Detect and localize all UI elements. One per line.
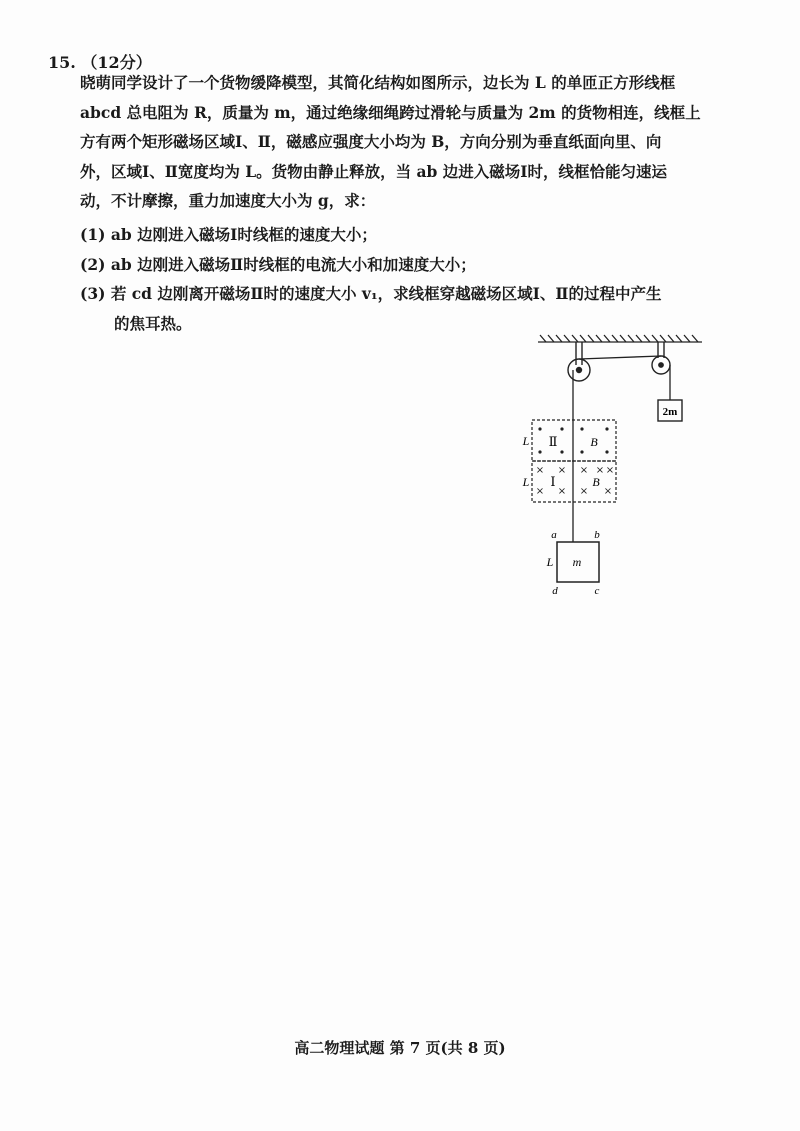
question-stem [80,68,725,216]
region-I-label: Ⅰ [550,475,556,490]
pulley-right [652,342,670,374]
stem-line: abcd 总电阻为 R，质量为 m，通过绝缘细绳跨过滑轮与质量为 2m 的货物相连，线框上 [80,102,701,122]
field-crosses [536,465,614,497]
field-B-label-II: B [590,435,598,449]
page-footer: 高二物理试题 第 7 页(共 8 页) [294,1039,506,1057]
stem-line: 方有两个矩形磁场区域Ⅰ、Ⅱ，磁感应强度大小均为 B，方向分别为垂直纸面向里、向 [80,132,662,151]
svg-text:×: × [535,486,545,497]
frame-side-label: L [546,555,554,569]
width-label-I: L [522,475,530,489]
region-II-label: Ⅱ [548,435,558,450]
pulley-diagram [520,332,730,607]
pulley-left [568,342,590,381]
field-B-label-I: B [592,475,600,489]
rope [573,356,670,542]
corner-a-label: a [551,529,557,541]
frame-mass-label: m [572,555,582,569]
sub-question-2: (2) ab 边刚进入磁场Ⅱ时线框的电流大小和加速度大小； [80,254,476,274]
corner-b-label: b [594,529,600,541]
sub-question-1: (1) ab 边刚进入磁场Ⅰ时线框的速度大小； [80,225,377,244]
svg-text:×: × [557,486,567,497]
sub-question-3: (3) 若 cd 边刚离开磁场Ⅱ时的速度大小 v₁，求线框穿越磁场区域Ⅰ、Ⅱ的过程中产生 [80,284,662,303]
sub-questions [80,220,730,338]
svg-text:×: × [579,486,589,497]
svg-text:×: × [603,486,613,497]
question-index: 15. [48,53,76,72]
svg-text:×: × [605,465,615,476]
stem-line: 外，区域Ⅰ、Ⅱ宽度均为 L。货物由静止释放，当 ab 边进入磁场Ⅰ时，线框恰能匀速运 [80,161,668,181]
cargo-label: 2m [662,406,678,418]
question-score: （12分） [81,53,152,72]
svg-text:×: × [535,465,545,476]
stem-line: 晓萌同学设计了一个货物缓降模型，其简化结构如图所示，边长为 L 的单匝正方形线框 [80,73,676,92]
svg-text:×: × [579,465,589,476]
ceiling [538,335,702,342]
width-label-II: L [522,434,530,448]
corner-c-label: c [594,585,600,597]
stem-line: 动，不计摩擦，重力加速度大小为 g，求： [80,191,376,210]
corner-d-label: d [552,585,558,597]
svg-text:×: × [557,465,567,476]
sub-question-3-cont: 的焦耳热。 [114,313,192,333]
svg-text:×: × [595,465,605,476]
